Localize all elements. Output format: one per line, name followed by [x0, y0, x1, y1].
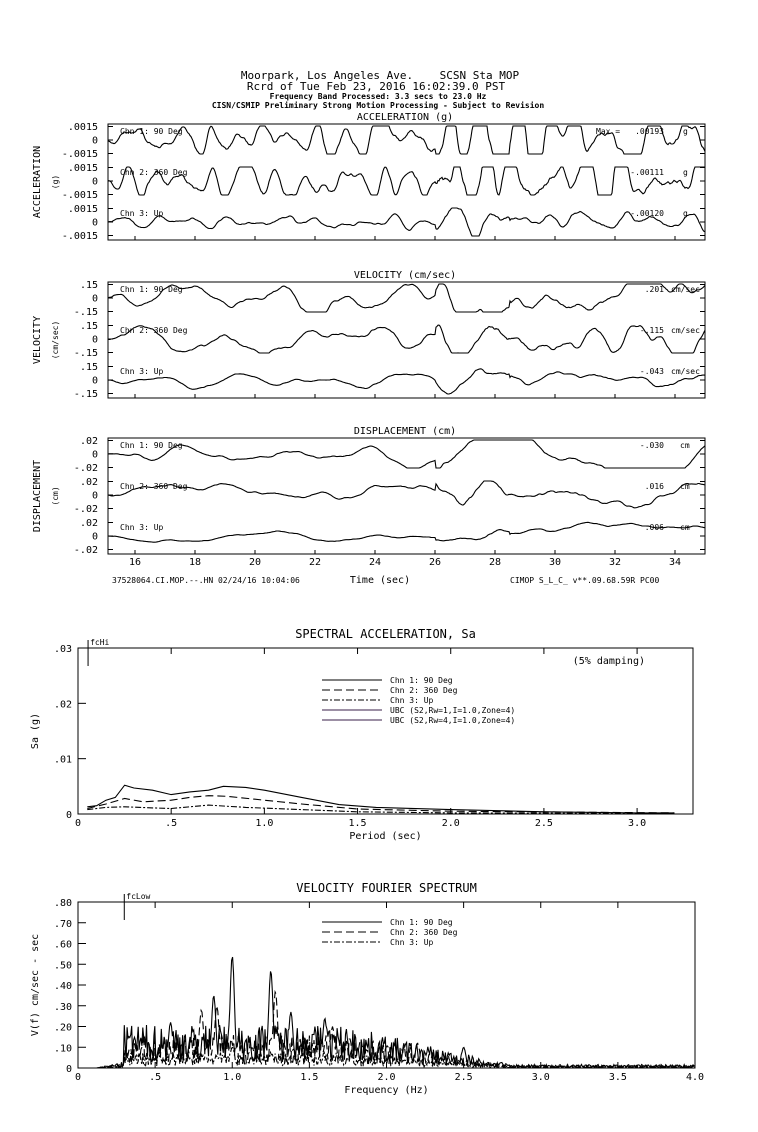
- y-tick-label: .01: [53, 754, 72, 766]
- peak-value: .016: [644, 482, 664, 491]
- spectral-acceleration-chart: [30, 627, 693, 842]
- legend-label: Chn 1: 90 Deg: [390, 918, 453, 927]
- peak-unit: cm/sec: [671, 326, 700, 335]
- time-tick-label: 32: [608, 557, 622, 568]
- y-tick-label: -.02: [73, 545, 98, 556]
- time-tick-label: 22: [308, 557, 322, 568]
- panel-title: DISPLACEMENT (cm): [353, 426, 457, 437]
- x-tick-label: 2.5: [454, 1072, 473, 1083]
- max-label: Max =: [596, 127, 621, 136]
- y-tick-label: 0: [65, 810, 72, 821]
- y-tick-label: .0015: [67, 163, 98, 174]
- cutoff-marker-label: fcHi: [90, 638, 110, 647]
- time-tick-label: 30: [548, 557, 562, 568]
- panel-title: VELOCITY (cm/sec): [353, 270, 457, 281]
- y-tick-label: -.02: [73, 504, 98, 515]
- y-tick-label: -.02: [73, 463, 98, 474]
- y-tick-label: 0: [91, 176, 98, 188]
- seismogram-panels: [32, 112, 705, 586]
- peak-unit: cm/sec: [671, 367, 700, 376]
- x-tick-label: 2.0: [441, 818, 460, 829]
- peak-unit: g: [683, 209, 688, 218]
- y-tick-label: .02: [53, 699, 72, 711]
- peak-value: .00193: [635, 127, 664, 136]
- peak-unit: g: [683, 168, 688, 177]
- channel-label: Chn 2: 360 Deg: [120, 482, 188, 491]
- legend-label: Chn 3: Up: [390, 938, 434, 947]
- y-tick-label: 0: [91, 449, 98, 461]
- x-tick-label: 3.0: [628, 818, 647, 829]
- cutoff-marker-label: fcLow: [126, 892, 151, 901]
- peak-unit: g: [683, 127, 688, 136]
- channel-label: Chn 1: 90 Deg: [120, 127, 183, 136]
- x-tick-label: 1.0: [223, 1072, 242, 1083]
- x-tick-label: .5: [165, 818, 178, 829]
- x-tick-label: 3.0: [531, 1072, 550, 1083]
- waveform-trace: [108, 208, 705, 236]
- waveform-trace: [108, 481, 705, 508]
- y-axis-label: Sa (g): [30, 712, 41, 750]
- channel-label: Chn 3: Up: [120, 523, 164, 532]
- y-tick-label: .70: [53, 918, 72, 930]
- panel-ylabel: ACCELERATION: [32, 145, 43, 219]
- peak-value: -.115: [639, 326, 664, 335]
- peak-value: .201: [644, 285, 664, 294]
- peak-value: .006: [644, 523, 664, 532]
- channel-label: Chn 2: 360 Deg: [120, 326, 188, 335]
- y-tick-label: 0: [91, 334, 98, 346]
- time-tick-label: 20: [248, 557, 262, 568]
- y-tick-label: -.15: [73, 348, 98, 359]
- channel-label: Chn 1: 90 Deg: [120, 285, 183, 294]
- time-tick-label: 26: [428, 557, 442, 568]
- y-tick-label: .10: [53, 1043, 72, 1055]
- y-tick-label: 0: [91, 135, 98, 147]
- y-tick-label: .60: [53, 939, 72, 951]
- y-tick-label: .02: [79, 436, 98, 447]
- y-tick-label: 0: [91, 531, 98, 543]
- time-tick-label: 18: [188, 557, 202, 568]
- record-title: Rcrd of Tue Feb 23, 2016 16:02:39.0 PST: [246, 80, 506, 93]
- station-title: Moorpark, Los Angeles Ave. SCSN Sta MOP: [240, 69, 520, 82]
- panel-2: [32, 426, 705, 568]
- peak-unit: cm: [680, 482, 690, 491]
- y-tick-label: .20: [53, 1022, 72, 1034]
- y-tick-label: 0: [91, 217, 98, 229]
- y-tick-label: -.0015: [61, 190, 98, 201]
- waveform-trace: [108, 522, 705, 542]
- time-tick-label: 16: [128, 557, 142, 568]
- peak-value: -.00120: [630, 209, 664, 218]
- series-line-1: [87, 796, 674, 813]
- x-tick-label: 0: [74, 1072, 82, 1083]
- y-tick-label: 0: [91, 375, 98, 387]
- x-tick-label: 2.5: [534, 818, 553, 829]
- x-tick-label: .5: [149, 1072, 162, 1083]
- x-tick-label: 1.5: [300, 1072, 319, 1083]
- y-tick-label: .0015: [67, 204, 98, 215]
- y-tick-label: -.15: [73, 389, 98, 400]
- panel-yunit: (cm): [51, 486, 60, 506]
- time-tick-label: 24: [368, 557, 382, 568]
- channel-label: Chn 3: Up: [120, 209, 164, 218]
- legend-label: Chn 1: 90 Deg: [390, 676, 453, 685]
- panel-title: ACCELERATION (g): [356, 112, 454, 123]
- legend-label: UBC (S2,Rw=1,I=1.0,Zone=4): [390, 706, 516, 715]
- waveform-trace: [108, 369, 705, 394]
- y-tick-label: -.0015: [61, 149, 98, 160]
- waveform-trace: [108, 167, 705, 195]
- y-tick-label: .02: [79, 518, 98, 529]
- x-tick-label: 1.5: [348, 818, 367, 829]
- velocity-fourier-chart: [30, 881, 704, 1096]
- panel-yunit: (cm/sec): [51, 320, 60, 360]
- x-tick-label: 1.0: [255, 818, 274, 829]
- x-tick-label: 0: [74, 818, 82, 829]
- x-tick-label: 2.0: [377, 1072, 396, 1083]
- panel-ylabel: DISPLACEMENT: [32, 459, 43, 533]
- plot-frame: [78, 648, 693, 814]
- x-axis-label: Frequency (Hz): [344, 1085, 429, 1096]
- panel-1: [32, 270, 705, 400]
- y-tick-label: -.15: [73, 307, 98, 318]
- x-tick-label: 3.5: [608, 1072, 627, 1083]
- channel-label: Chn 1: 90 Deg: [120, 441, 183, 450]
- legend-label: Chn 2: 360 Deg: [390, 686, 458, 695]
- footer-right: CIMOP S_L_C_ v**.09.68.59R PC00: [510, 576, 660, 585]
- y-tick-label: 0: [91, 490, 98, 502]
- y-tick-label: .40: [53, 981, 72, 992]
- panel-yunit: (g): [51, 174, 60, 190]
- y-tick-label: 0: [65, 1064, 72, 1075]
- channel-label: Chn 2: 360 Deg: [120, 168, 188, 177]
- band-text: Frequency Band Processed: 3.3 secs to 23.0 Hz: [269, 92, 487, 101]
- chart-title: VELOCITY FOURIER SPECTRUM: [296, 881, 477, 895]
- y-tick-label: .30: [53, 1001, 72, 1013]
- peak-value: -.030: [639, 441, 664, 450]
- y-tick-label: .15: [79, 280, 98, 291]
- y-tick-label: .02: [79, 477, 98, 488]
- legend-label: UBC (S2,Rw=4,I=1.0,Zone=4): [390, 716, 516, 725]
- chart-title: SPECTRAL ACCELERATION, Sa: [295, 627, 476, 641]
- time-axis-label: Time (sec): [349, 575, 411, 586]
- channel-label: Chn 3: Up: [120, 367, 164, 376]
- report-header: [212, 69, 545, 110]
- footer-left: 37528064.CI.MOP.--.HN 02/24/16 10:04:06: [112, 576, 300, 585]
- legend-label: Chn 3: Up: [390, 696, 434, 705]
- x-tick-label: 4.0: [685, 1072, 705, 1083]
- y-tick-label: .80: [53, 898, 72, 909]
- damping-annotation: (5% damping): [572, 656, 645, 667]
- peak-value: -.043: [639, 367, 664, 376]
- peak-unit: cm: [680, 441, 690, 450]
- y-tick-label: -.0015: [61, 231, 98, 242]
- y-tick-label: .0015: [67, 122, 98, 133]
- y-tick-label: .15: [79, 321, 98, 332]
- y-tick-label: .15: [79, 362, 98, 373]
- plot-frame: [78, 902, 695, 1068]
- y-axis-label: V(f) cm/sec - sec: [30, 933, 41, 1037]
- waveform-trace: [108, 284, 705, 312]
- waveform-trace: [108, 325, 705, 353]
- processing-text: CISN/CSMIP Preliminary Strong Motion Processing - Subject to Revision: [211, 101, 545, 110]
- time-tick-label: 28: [488, 557, 502, 568]
- y-tick-label: 0: [91, 293, 98, 305]
- y-tick-label: .50: [53, 960, 72, 972]
- peak-value: -.00111: [630, 168, 664, 177]
- panel-ylabel: VELOCITY: [32, 315, 43, 365]
- legend-label: Chn 2: 360 Deg: [390, 928, 458, 937]
- time-tick-label: 34: [668, 557, 682, 568]
- peak-unit: cm: [680, 523, 690, 532]
- x-axis-label: Period (sec): [349, 831, 422, 842]
- peak-unit: cm/sec: [671, 285, 700, 294]
- waveform-trace: [108, 440, 705, 468]
- panel-0: [32, 112, 705, 242]
- y-tick-label: .03: [53, 644, 72, 655]
